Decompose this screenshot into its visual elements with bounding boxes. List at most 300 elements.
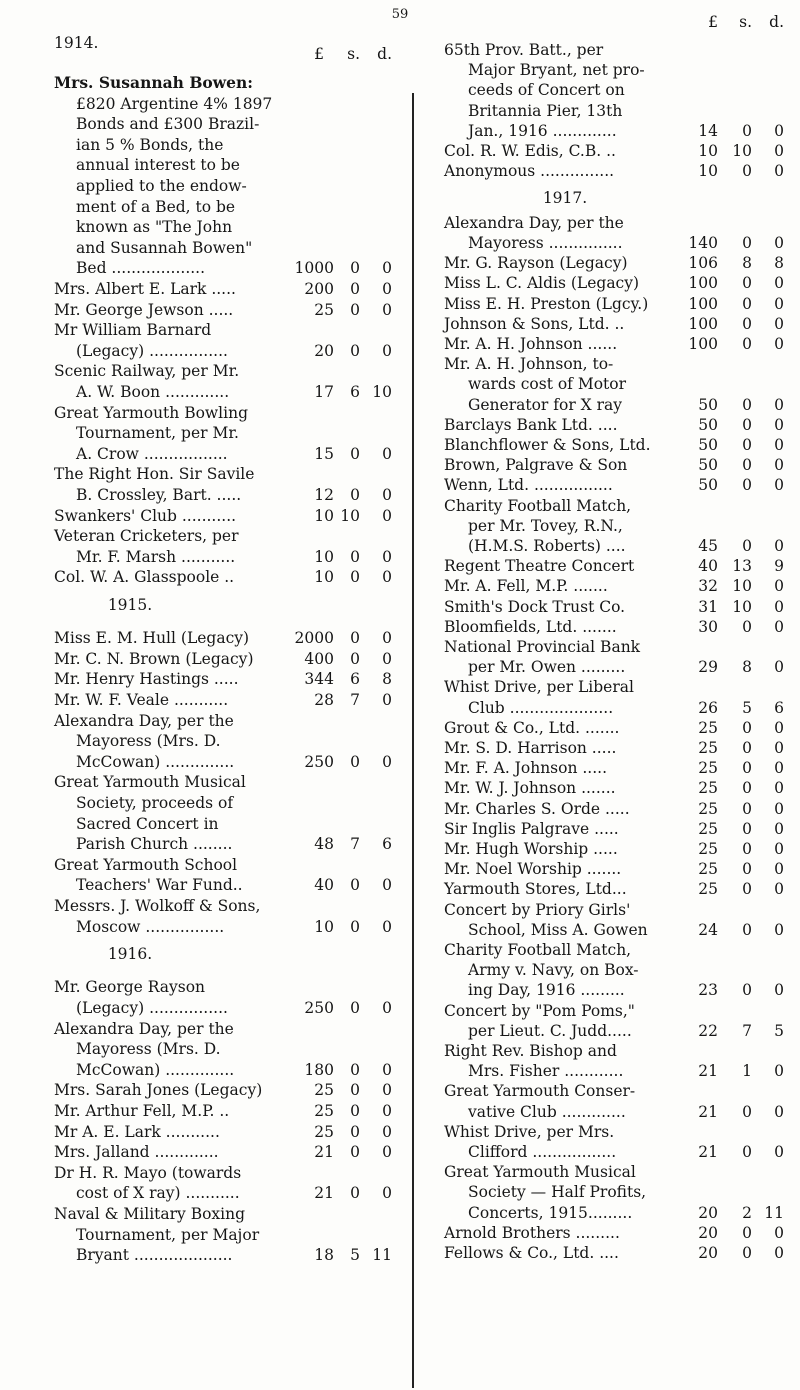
amount-pence: 0	[382, 690, 392, 709]
entry-continuation: per Mr. Owen .........	[468, 658, 626, 677]
entry-continuation: Tournament, per Major	[76, 1225, 260, 1244]
amount-pounds: 140	[688, 233, 718, 252]
entry-name: Mr. Noel Worship .......	[444, 860, 622, 879]
amount-pence: 0	[774, 1223, 784, 1242]
amount-pence: 0	[382, 1060, 392, 1079]
entry-name: Mr. George Rayson	[54, 978, 206, 997]
amount-pence: 0	[774, 779, 784, 798]
amount-shillings: 0	[742, 839, 752, 858]
amount-pence: 10	[372, 383, 392, 401]
amount-pence: 0	[774, 334, 784, 353]
amount-pounds: 25	[314, 300, 334, 319]
entry-name: Messrs. J. Wolkoff & Sons,	[54, 896, 261, 915]
pounds-header: £	[708, 13, 718, 31]
amount-pence: 0	[774, 415, 784, 434]
amount-shillings: 0	[742, 779, 752, 798]
amount-pounds: 21	[314, 1184, 334, 1203]
amount-pence: 0	[774, 597, 784, 616]
entry-continuation: Jan., 1916 .............	[468, 121, 617, 140]
entry-continuation: Britannia Pier, 13th	[468, 101, 623, 120]
entry-name: Mr. Henry Hastings .....	[54, 670, 239, 689]
entry-name: Smith's Dock Trust Co.	[444, 597, 626, 616]
amount-pence: 0	[382, 1081, 392, 1100]
amount-shillings: 0	[742, 415, 752, 434]
amount-shillings: 0	[350, 629, 360, 648]
entry-name: Barclays Bank Ltd. ....	[444, 415, 618, 434]
entry-name: Grout & Co., Ltd. .......	[444, 718, 620, 737]
entry-name: Great Yarmouth Musical	[444, 1163, 636, 1182]
entry-name: Col. R. W. Edis, C.B. ..	[444, 142, 616, 160]
amount-pence: 0	[774, 981, 784, 1000]
amount-shillings: 0	[350, 649, 360, 668]
amount-pounds: 23	[698, 981, 718, 1000]
shillings-header: s.	[739, 13, 752, 31]
amount-pounds: 25	[698, 738, 718, 757]
amount-pounds: 50	[698, 456, 718, 475]
amount-pounds: 25	[698, 779, 718, 798]
amount-pence: 0	[382, 876, 392, 895]
amount-shillings: 0	[742, 819, 752, 838]
amount-pence: 0	[382, 1184, 392, 1203]
amount-shillings: 0	[742, 860, 752, 879]
amount-shillings: 0	[742, 233, 752, 252]
amount-pence: 8	[382, 670, 392, 689]
amount-pence: 0	[774, 162, 784, 181]
entry-name: Regent Theatre Concert	[444, 557, 635, 576]
amount-pence: 6	[774, 698, 784, 717]
entry-continuation: (Legacy) ................	[76, 998, 228, 1017]
amount-shillings: 0	[350, 444, 360, 463]
amount-shillings: 0	[350, 280, 360, 298]
amount-pounds: 24	[698, 920, 718, 939]
entry-name: Mr. S. D. Harrison .....	[444, 738, 617, 757]
amount-pounds: 100	[688, 334, 718, 353]
amount-pence: 0	[382, 486, 392, 504]
amount-pence: 11	[372, 1246, 392, 1265]
amount-pence: 0	[774, 142, 784, 160]
year-heading: 1917.	[542, 189, 588, 208]
amount-pounds: 22	[698, 1021, 718, 1040]
amount-shillings: 0	[742, 920, 752, 939]
amount-shillings: 10	[732, 142, 752, 160]
amount-shillings: 0	[742, 1142, 752, 1161]
amount-shillings: 0	[742, 981, 752, 1000]
amount-pounds: 31	[698, 597, 718, 616]
amount-shillings: 0	[742, 121, 752, 140]
entry-continuation: Society — Half Profits,	[468, 1183, 647, 1202]
entry-continuation: Club .....................	[468, 698, 614, 717]
amount-pence: 0	[774, 314, 784, 333]
entry-name: Mrs. Albert E. Lark .....	[54, 280, 236, 298]
entry-name: Miss L. C. Aldis (Legacy)	[444, 274, 640, 293]
amount-pounds: 40	[698, 557, 718, 576]
amount-pence: 0	[774, 658, 784, 677]
entry-continuation: Mr. F. Marsh ...........	[76, 547, 236, 566]
year-heading: 1915.	[107, 596, 153, 615]
amount-shillings: 0	[742, 395, 752, 414]
entry-continuation: School, Miss A. Gowen	[468, 920, 648, 939]
amount-pounds: 14	[698, 121, 718, 140]
amount-pence: 0	[382, 649, 392, 668]
page-number: 59	[391, 7, 409, 22]
entry-name: Mr. A. H. Johnson ......	[444, 334, 618, 353]
amount-pounds: 25	[314, 1101, 334, 1120]
entry-name: Mr. W. J. Johnson .......	[444, 779, 616, 798]
entry-name: Mr. Charles S. Orde .....	[444, 799, 630, 818]
entry-continuation: Sacred Concert in	[76, 814, 219, 833]
entry-name: Sir Inglis Palgrave .....	[444, 819, 619, 838]
amount-shillings: 0	[742, 314, 752, 333]
pounds-header: £	[314, 45, 324, 63]
amount-pence: 8	[774, 254, 784, 273]
entry-continuation: Mayoress (Mrs. D.	[76, 1040, 221, 1059]
entry-continuation: cost of X ray) ...........	[76, 1184, 240, 1203]
amount-pounds: 25	[698, 799, 718, 818]
amount-pounds: 25	[698, 860, 718, 879]
amount-pence: 0	[382, 998, 392, 1017]
amount-pence: 0	[382, 752, 392, 771]
amount-shillings: 0	[350, 1060, 360, 1079]
amount-pounds: 25	[698, 718, 718, 737]
amount-pounds: 106	[688, 254, 718, 273]
entry-name: Mrs. Susannah Bowen:	[54, 73, 253, 92]
entry-name: Miss E. H. Preston (Lgcy.)	[444, 294, 649, 313]
amount-pence: 5	[774, 1021, 784, 1040]
amount-pounds: 25	[698, 880, 718, 899]
shillings-header: s.	[347, 45, 360, 63]
entry-continuation: ment of a Bed, to be	[76, 197, 236, 216]
entry-name: Col. W. A. Glasspoole ..	[54, 568, 235, 587]
amount-shillings: 0	[350, 1184, 360, 1203]
amount-pence: 0	[774, 1243, 784, 1262]
amount-shillings: 0	[742, 476, 752, 495]
entry-name: Bloomfields, Ltd. .......	[444, 617, 617, 636]
amount-shillings: 10	[732, 577, 752, 596]
amount-pounds: 25	[314, 1122, 334, 1141]
amount-pounds: 10	[698, 142, 718, 160]
amount-pounds: 100	[688, 314, 718, 333]
amount-shillings: 1	[742, 1062, 752, 1081]
entry-continuation: Major Bryant, net pro-	[468, 61, 645, 80]
entry-name: Naval & Military Boxing	[54, 1204, 246, 1223]
entry-name: Mr. A. Fell, M.P. .......	[444, 577, 608, 596]
entry-name: Anonymous ...............	[444, 162, 615, 181]
amount-shillings: 0	[742, 738, 752, 757]
amount-pence: 0	[382, 341, 392, 360]
entry-name: Wenn, Ltd. ................	[444, 476, 613, 495]
entry-continuation: £820 Argentine 4% 1897	[76, 94, 273, 113]
entry-continuation: known as "The John	[76, 218, 233, 237]
entry-continuation: (Legacy) ................	[76, 341, 228, 360]
entry-continuation: Society, proceeds of	[76, 793, 234, 812]
amount-pence: 0	[382, 1122, 392, 1141]
entry-name: Alexandra Day, per the	[54, 711, 234, 730]
amount-pounds: 20	[698, 1203, 718, 1222]
amount-shillings: 0	[350, 1143, 360, 1162]
amount-shillings: 0	[350, 568, 360, 587]
entry-name: Concert by Priory Girls'	[444, 900, 631, 919]
amount-pounds: 180	[304, 1060, 334, 1079]
entry-continuation: Parish Church ........	[76, 835, 233, 854]
entry-name: Mr. F. A. Johnson .....	[444, 759, 608, 778]
amount-pounds: 21	[698, 1142, 718, 1161]
amount-pence: 0	[382, 568, 392, 587]
amount-pounds: 20	[314, 341, 334, 360]
amount-pence: 0	[774, 121, 784, 140]
amount-pence: 0	[382, 506, 392, 525]
amount-shillings: 0	[350, 752, 360, 771]
entry-name: Right Rev. Bishop and	[444, 1041, 617, 1060]
entry-continuation: Tournament, per Mr.	[76, 424, 239, 443]
amount-shillings: 0	[742, 294, 752, 313]
amount-pence: 11	[764, 1203, 784, 1222]
amount-pounds: 2000	[294, 629, 334, 648]
amount-pence: 0	[774, 880, 784, 899]
amount-shillings: 0	[742, 1102, 752, 1121]
amount-shillings: 7	[350, 835, 360, 854]
entry-continuation: ing Day, 1916 .........	[468, 981, 625, 1000]
amount-pence: 0	[774, 476, 784, 495]
entry-name: Miss E. M. Hull (Legacy)	[54, 629, 250, 648]
amount-shillings: 0	[350, 917, 360, 936]
amount-pence: 0	[774, 456, 784, 475]
amount-shillings: 0	[350, 1101, 360, 1120]
amount-shillings: 0	[350, 1122, 360, 1141]
amount-pence: 0	[774, 1142, 784, 1161]
amount-pounds: 50	[698, 395, 718, 414]
amount-shillings: 0	[350, 998, 360, 1017]
amount-pence: 0	[774, 274, 784, 293]
entry-name: Johnson & Sons, Ltd. ..	[444, 314, 625, 333]
amount-shillings: 0	[742, 435, 752, 454]
entry-name: Great Yarmouth Musical	[54, 773, 246, 792]
entry-name: Charity Football Match,	[444, 940, 632, 959]
amount-pence: 0	[382, 1143, 392, 1162]
entry-name: Mr. George Jewson .....	[54, 300, 234, 319]
amount-shillings: 8	[742, 254, 752, 273]
entry-continuation: Mayoress (Mrs. D.	[76, 732, 221, 751]
amount-pence: 0	[774, 617, 784, 636]
entry-continuation: Mayoress ...............	[468, 233, 623, 252]
entry-name: Mr William Barnard	[54, 321, 212, 340]
entry-name: Mr. Arthur Fell, M.P. ..	[54, 1101, 230, 1120]
amount-shillings: 10	[340, 506, 360, 525]
entry-name: Swankers' Club ...........	[54, 506, 237, 525]
amount-pence: 0	[774, 1062, 784, 1081]
amount-pounds: 32	[698, 577, 718, 596]
entry-continuation: B. Crossley, Bart. .....	[76, 486, 242, 504]
amount-pounds: 10	[314, 506, 334, 525]
amount-shillings: 0	[350, 1081, 360, 1100]
amount-pence: 0	[774, 577, 784, 596]
amount-shillings: 0	[742, 456, 752, 475]
amount-pounds: 17	[314, 383, 334, 401]
entry-continuation: Bryant ....................	[76, 1246, 233, 1265]
entry-continuation: Teachers' War Fund..	[76, 876, 243, 895]
amount-pounds: 400	[304, 649, 334, 668]
amount-pence: 0	[774, 536, 784, 555]
amount-pence: 9	[774, 557, 784, 576]
amount-shillings: 0	[742, 617, 752, 636]
amount-pounds: 40	[314, 876, 334, 895]
entry-name: Fellows & Co., Ltd. ....	[444, 1243, 619, 1262]
amount-pence: 0	[382, 917, 392, 936]
entry-name: 65th Prov. Batt., per	[444, 41, 604, 59]
entry-continuation: ian 5 % Bonds, the	[76, 135, 224, 154]
entry-continuation: McCowan) ..............	[76, 1060, 235, 1079]
amount-pence: 0	[774, 718, 784, 737]
amount-pounds: 100	[688, 294, 718, 313]
amount-shillings: 0	[742, 274, 752, 293]
amount-shillings: 13	[732, 557, 752, 576]
amount-pounds: 50	[698, 476, 718, 495]
amount-shillings: 0	[742, 334, 752, 353]
amount-pounds: 28	[314, 690, 334, 709]
amount-shillings: 0	[350, 486, 360, 504]
amount-shillings: 2	[742, 1203, 752, 1222]
amount-pence: 0	[774, 395, 784, 414]
entry-continuation: Concerts, 1915.........	[468, 1203, 633, 1222]
amount-shillings: 5	[742, 698, 752, 717]
entry-continuation: per Mr. Tovey, R.N.,	[468, 516, 623, 535]
amount-pounds: 250	[304, 998, 334, 1017]
entry-name: Mr. Hugh Worship .....	[444, 839, 618, 858]
amount-shillings: 0	[742, 1243, 752, 1262]
amount-shillings: 0	[742, 162, 752, 181]
amount-pounds: 50	[698, 435, 718, 454]
amount-pounds: 21	[698, 1062, 718, 1081]
amount-pounds: 30	[698, 617, 718, 636]
entry-name: Mr. A. H. Johnson, to-	[444, 355, 614, 374]
entry-name: Mrs. Jalland .............	[54, 1143, 219, 1162]
column-divider	[412, 93, 414, 1388]
entry-name: Blanchflower & Sons, Ltd.	[444, 435, 651, 454]
amount-pounds: 21	[698, 1102, 718, 1121]
amount-pence: 0	[774, 738, 784, 757]
amount-pounds: 12	[314, 486, 334, 504]
amount-pounds: 48	[314, 835, 334, 854]
pence-header: d.	[377, 45, 392, 63]
amount-pence: 0	[382, 629, 392, 648]
entry-continuation: Army v. Navy, on Box-	[468, 961, 639, 980]
amount-pounds: 25	[698, 819, 718, 838]
amount-pounds: 10	[314, 917, 334, 936]
entry-continuation: vative Club .............	[468, 1102, 626, 1121]
amount-pence: 0	[774, 819, 784, 838]
entry-name: Brown, Palgrave & Son	[444, 456, 628, 475]
entry-name: Great Yarmouth Conser-	[444, 1082, 636, 1101]
entry-continuation: applied to the endow-	[76, 177, 247, 195]
entry-name: Concert by "Pom Poms,"	[444, 1001, 635, 1020]
entry-name: Great Yarmouth School	[54, 855, 238, 874]
entry-name: Mr. W. F. Veale ...........	[54, 690, 229, 709]
entry-continuation: wards cost of Motor	[468, 375, 627, 394]
entry-name: Charity Football Match,	[444, 496, 632, 515]
amount-pence: 0	[774, 799, 784, 818]
amount-pounds: 10	[314, 568, 334, 587]
entry-name: Arnold Brothers .........	[444, 1223, 620, 1242]
amount-shillings: 0	[742, 880, 752, 899]
amount-pounds: 50	[698, 415, 718, 434]
entry-name: Alexandra Day, per the	[54, 1019, 234, 1038]
amount-pounds: 20	[698, 1243, 718, 1262]
amount-pounds: 29	[698, 658, 718, 677]
entry-name: Alexandra Day, per the	[444, 213, 624, 232]
amount-pounds: 15	[314, 444, 334, 463]
entry-continuation: per Lieut. C. Judd.....	[468, 1021, 632, 1040]
entry-continuation: and Susannah Bowen"	[76, 238, 253, 257]
amount-shillings: 0	[742, 536, 752, 555]
amount-pounds: 200	[304, 280, 334, 298]
entry-continuation: Mrs. Fisher ............	[468, 1062, 624, 1081]
entry-name: Whist Drive, per Liberal	[444, 678, 634, 697]
amount-pounds: 10	[698, 162, 718, 181]
amount-shillings: 5	[350, 1246, 360, 1265]
amount-shillings: 10	[732, 597, 752, 616]
amount-pence: 0	[774, 860, 784, 879]
entry-continuation: A. Crow .................	[76, 444, 228, 463]
entry-continuation: annual interest to be	[76, 156, 240, 175]
amount-pence: 0	[382, 300, 392, 319]
amount-shillings: 0	[742, 799, 752, 818]
amount-shillings: 0	[350, 300, 360, 319]
pence-header: d.	[769, 13, 784, 31]
amount-pounds: 25	[698, 759, 718, 778]
entry-name: The Right Hon. Sir Savile	[54, 465, 255, 484]
entry-name: Dr H. R. Mayo (towards	[54, 1163, 242, 1182]
amount-pounds: 250	[304, 752, 334, 771]
amount-pence: 0	[774, 294, 784, 313]
amount-pounds: 10	[314, 547, 334, 566]
amount-pence: 0	[774, 233, 784, 252]
entry-name: Great Yarmouth Bowling	[54, 403, 248, 422]
entry-continuation: Generator for X ray	[468, 395, 623, 414]
amount-shillings: 0	[350, 547, 360, 566]
amount-pounds: 100	[688, 274, 718, 293]
amount-pence: 0	[382, 1101, 392, 1120]
entry-continuation: Clifford .................	[468, 1142, 617, 1161]
amount-pounds: 26	[698, 698, 718, 717]
entry-name: Whist Drive, per Mrs.	[444, 1122, 615, 1141]
entry-name: Yarmouth Stores, Ltd...	[444, 880, 627, 899]
year-heading-1914: 1914.	[54, 34, 99, 52]
entry-continuation: Bed ...................	[76, 259, 206, 278]
amount-shillings: 0	[350, 876, 360, 895]
amount-pence: 0	[382, 280, 392, 298]
entry-continuation: ceeds of Concert on	[468, 81, 625, 100]
entry-continuation: A. W. Boon .............	[76, 383, 230, 401]
entry-name: Mr. G. Rayson (Legacy)	[444, 254, 628, 273]
amount-pence: 0	[382, 444, 392, 463]
amount-pence: 0	[382, 547, 392, 566]
year-heading: 1916.	[107, 945, 153, 964]
entry-continuation: McCowan) ..............	[76, 752, 235, 771]
amount-shillings: 0	[742, 718, 752, 737]
entry-name: Mr A. E. Lark ...........	[54, 1122, 220, 1141]
amount-shillings: 0	[742, 1223, 752, 1242]
amount-pounds: 20	[698, 1223, 718, 1242]
entry-continuation: Bonds and £300 Brazil-	[76, 115, 260, 134]
entry-name: Scenic Railway, per Mr.	[54, 362, 240, 381]
amount-pence: 0	[774, 920, 784, 939]
amount-pounds: 25	[698, 839, 718, 858]
entry-continuation: (H.M.S. Roberts) ....	[468, 536, 626, 555]
entry-name: Mr. C. N. Brown (Legacy)	[54, 649, 254, 668]
amount-pence: 0	[774, 1102, 784, 1121]
amount-pence: 0	[382, 259, 392, 278]
amount-shillings: 8	[742, 658, 752, 677]
amount-pence: 0	[774, 435, 784, 454]
